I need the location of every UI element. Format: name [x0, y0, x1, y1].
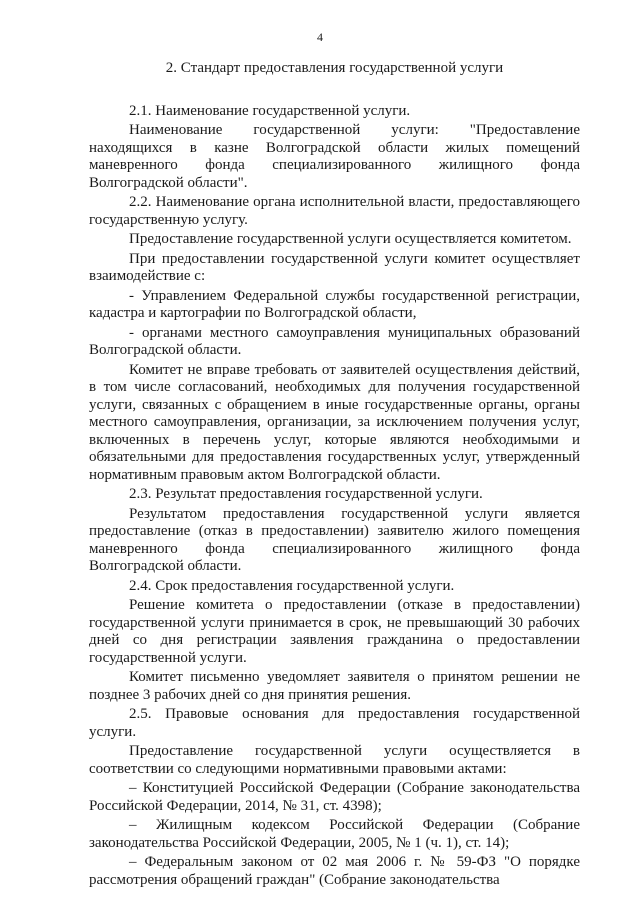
heading-2-2: 2.2. Наименование органа исполнительной власти, предоставляющего государственную услугу.	[89, 194, 580, 228]
list-item: – Жилищным кодексом Российской Федерации (Собрание законодательства Российской Федерации, 2005, № 1 (ч. 1), ст. 14);	[89, 817, 580, 851]
list-item: - органами местного самоуправления муниципальных образований Волгоградской области.	[89, 324, 580, 358]
document-body	[89, 60, 580, 891]
paragraph: Результатом предоставления государственной услуги является предоставление (отказ в предоставлении) заявителю жилого помещения маневренного фонда специализированного жилищного фонда Волгоградской области.	[89, 505, 580, 574]
paragraph: Предоставление государственной услуги осуществляется в соответствии со следующими нормативными правовыми актами:	[89, 743, 580, 777]
paragraph: Комитет не вправе требовать от заявителей осуществления действий, в том числе согласований, необходимых для получения государственной услуги, связанных с обращением в иные государственные органы, органы местного самоуправления, организации, за исключением получения услуг, включенных в перечень услуг, которые являются необходимыми и обязательными для предоставления государственных услуг, утвержденный нормативным правовым актом Волгоградской области.	[89, 361, 580, 483]
paragraph: Наименование государственной услуги: "Предоставление находящихся в казне Волгоградской области жилых помещений маневренного фонда специализированного жилищного фонда Волгоградской области".	[89, 122, 580, 191]
paragraph: Решение комитета о предоставлении (отказе в предоставлении) государственной услуги принимается в срок, не превышающий 30 рабочих дней со дня регистрации заявления гражданина о предоставлении государственной услуги.	[89, 597, 580, 666]
list-item: – Федеральным законом от 02 мая 2006 г. № 59-ФЗ "О порядке рассмотрения обращений граждан" (Собрание законодательства	[89, 854, 580, 888]
heading-2-4: 2.4. Срок предоставления государственной услуги.	[129, 577, 455, 594]
heading-2-5: 2.5. Правовые основания для предоставления государственной услуги.	[89, 706, 580, 740]
list-item: - Управлением Федеральной службы государственной регистрации, кадастра и картографии по Волгоградской области,	[89, 287, 580, 321]
heading-2-3: 2.3. Результат предоставления государственной услуги.	[129, 486, 483, 502]
section-title: 2. Стандарт предоставления государственной услуги	[165, 60, 504, 76]
paragraph: Предоставление государственной услуги осуществляется комитетом.	[129, 231, 572, 247]
heading-2-1: 2.1. Наименование государственной услуги.	[129, 102, 411, 119]
paragraph: Комитет письменно уведомляет заявителя о принятом решении не позднее 3 рабочих дней со дня принятия решения.	[89, 669, 580, 703]
paragraph: При предоставлении государственной услуги комитет осуществляет взаимодействие с:	[89, 250, 580, 284]
page-number: 4	[317, 30, 323, 44]
list-item: – Конституцией Российской Федерации (Собрание законодательства Российской Федерации, 2014, № 31, ст. 4398);	[89, 780, 580, 814]
